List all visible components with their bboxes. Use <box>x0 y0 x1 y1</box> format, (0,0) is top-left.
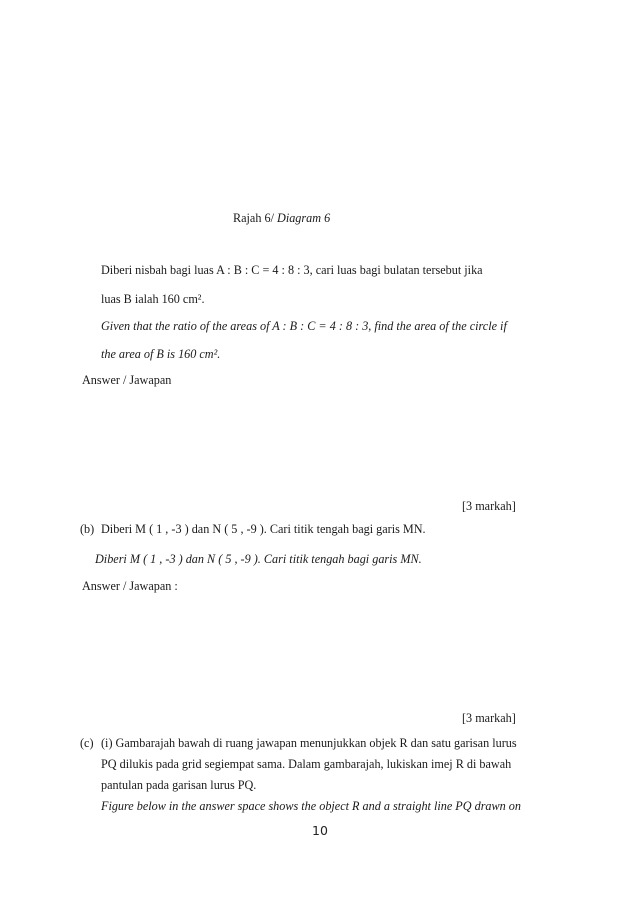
part-a-marks: [3 markah] <box>462 499 516 513</box>
diagram-caption-english: Diagram 6 <box>277 211 331 225</box>
part-c-english-line-1: Figure below in the answer space shows the object R and a straight line PQ drawn on <box>101 799 521 813</box>
part-c-label: (c) <box>80 736 94 750</box>
part-b-label: (b) <box>80 522 95 536</box>
part-c-malay-line-2: PQ dilukis pada grid segiempat sama. Dalam gambarajah, lukiskan imej R di bawah <box>101 757 512 771</box>
part-a-english-line-1: Given that the ratio of the areas of A : B : C = 4 : 8 : 3, find the area of the circle if <box>101 319 507 333</box>
part-a-answer-label: Answer / Jawapan <box>82 373 172 387</box>
part-b-malay: Diberi M ( 1 , -3 ) dan N ( 5 , -9 ). Cari titik tengah bagi garis MN. <box>101 522 426 536</box>
part-b-answer-label: Answer / Jawapan : <box>82 579 178 593</box>
part-a-english-line-2: the area of B is 160 cm². <box>101 347 221 361</box>
part-c-malay-line-1: (i) Gambarajah bawah di ruang jawapan menunjukkan objek R dan satu garisan lurus <box>101 736 517 750</box>
part-c-malay-line-3: pantulan pada garisan lurus PQ. <box>101 778 257 792</box>
part-a-malay-line-2: luas B ialah 160 cm². <box>101 292 205 306</box>
part-b-malay-italic: Diberi M ( 1 , -3 ) dan N ( 5 , -9 ). Cari titik tengah bagi garis MN. <box>95 552 422 566</box>
diagram-caption <box>233 211 330 225</box>
part-b-marks: [3 markah] <box>462 711 516 725</box>
diagram-caption-malay: Rajah 6/ <box>233 211 278 225</box>
page-number: 10 <box>312 823 328 838</box>
part-a-malay-line-1: Diberi nisbah bagi luas A : B : C = 4 : 8 : 3, cari luas bagi bulatan tersebut jika <box>101 263 483 277</box>
